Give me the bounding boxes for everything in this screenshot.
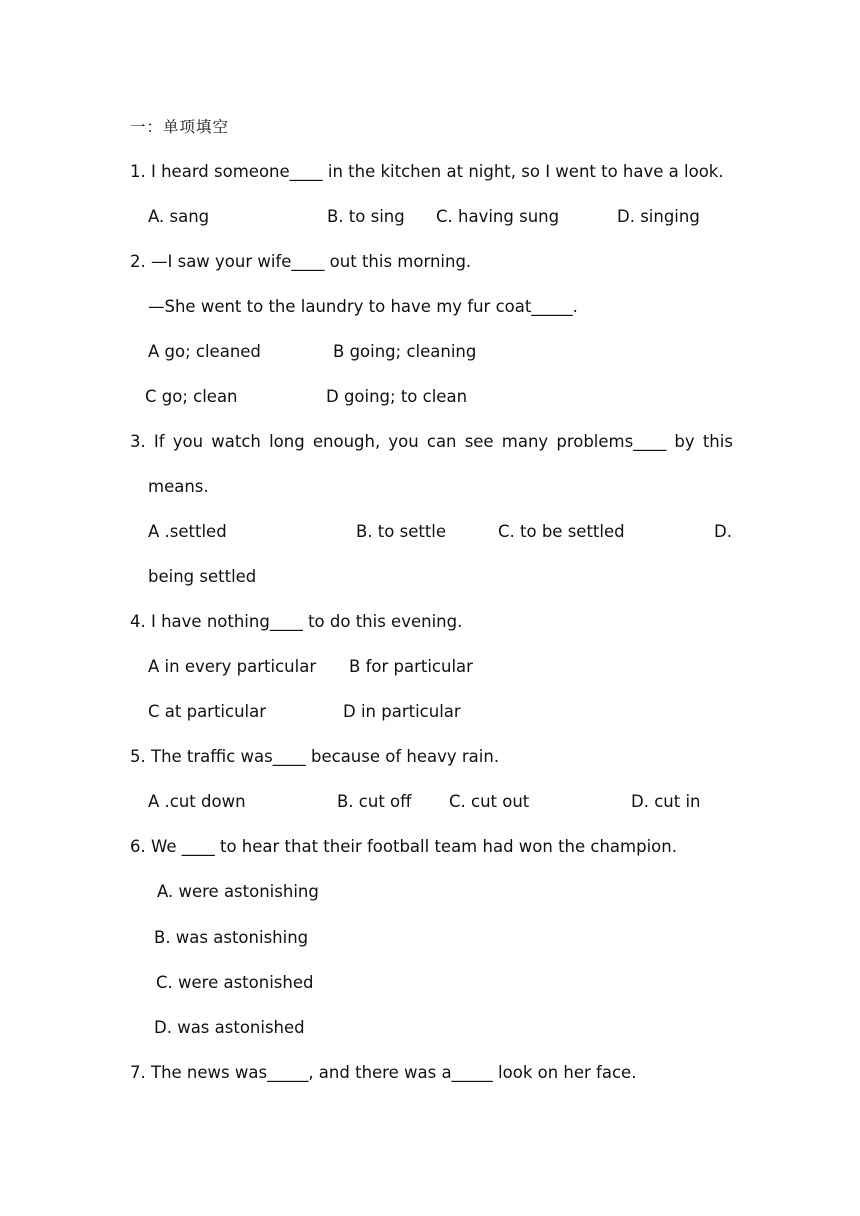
question-2-stem-line-1: 2. —I saw your wife____ out this morning.: [130, 252, 472, 271]
question-3-option-b: B. to settle: [356, 522, 447, 541]
question-5-option-d: D. cut in: [631, 792, 701, 811]
question-1-option-b: B. to sing: [327, 207, 405, 226]
question-3-stem-line-2: means.: [148, 477, 209, 496]
question-2-option-c: C go; clean: [145, 387, 238, 406]
question-5-option-b: B. cut off: [337, 792, 412, 811]
question-3-word: this: [702, 432, 733, 451]
question-6-stem: 6. We ____ to hear that their football team had won the champion.: [130, 837, 677, 856]
question-4-option-b: B for particular: [349, 657, 473, 676]
question-3-word: by: [674, 432, 695, 451]
question-3-word: you: [172, 432, 204, 451]
question-3-option-a: A .settled: [148, 522, 227, 541]
question-3-word: see: [464, 432, 494, 451]
question-5-option-a: A .cut down: [148, 792, 246, 811]
question-4-stem: 4. I have nothing____ to do this evening.: [130, 612, 463, 631]
question-5-option-c: C. cut out: [449, 792, 530, 811]
question-3-word: long: [269, 432, 305, 451]
question-3-word: watch: [211, 432, 261, 451]
question-3-word: can: [426, 432, 457, 451]
section-heading: 一：单项填空: [130, 118, 230, 136]
question-6-option-a: A. were astonishing: [157, 882, 319, 901]
question-2-option-a: A go; cleaned: [148, 342, 261, 361]
question-5-stem: 5. The traffic was____ because of heavy rain.: [130, 747, 500, 766]
question-3-option-d: D.: [714, 522, 732, 541]
question-3-word: If: [153, 432, 165, 451]
question-3-stem-line-1: [130, 431, 733, 453]
question-4-option-a: A in every particular: [148, 657, 317, 676]
question-3-word: 3.: [130, 432, 146, 451]
question-2-stem-line-2: —She went to the laundry to have my fur coat_____.: [148, 297, 578, 316]
question-7-stem: 7. The news was_____, and there was a_____ look on her face.: [130, 1063, 637, 1082]
question-1-stem: 1. I heard someone____ in the kitchen at night, so I went to have a look.: [130, 162, 724, 181]
question-6-option-d: D. was astonished: [154, 1018, 305, 1037]
question-3-option-c: C. to be settled: [498, 522, 625, 541]
question-3-word: many: [501, 432, 549, 451]
question-2-option-d: D going; to clean: [326, 387, 468, 406]
question-6-option-c: C. were astonished: [156, 973, 314, 992]
question-1-option-c: C. having sung: [436, 207, 560, 226]
question-3-option-d-continued: being settled: [148, 567, 257, 586]
question-4-option-d: D in particular: [343, 702, 461, 721]
question-2-option-b: B going; cleaning: [333, 342, 477, 361]
question-1-option-d: D. singing: [617, 207, 700, 226]
question-3-word: enough,: [312, 432, 381, 451]
question-3-word: problems____: [556, 432, 667, 451]
question-6-option-b: B. was astonishing: [154, 928, 309, 947]
question-4-option-c: C at particular: [148, 702, 267, 721]
question-3-word: you: [388, 432, 419, 451]
question-1-option-a: A. sang: [148, 207, 210, 226]
